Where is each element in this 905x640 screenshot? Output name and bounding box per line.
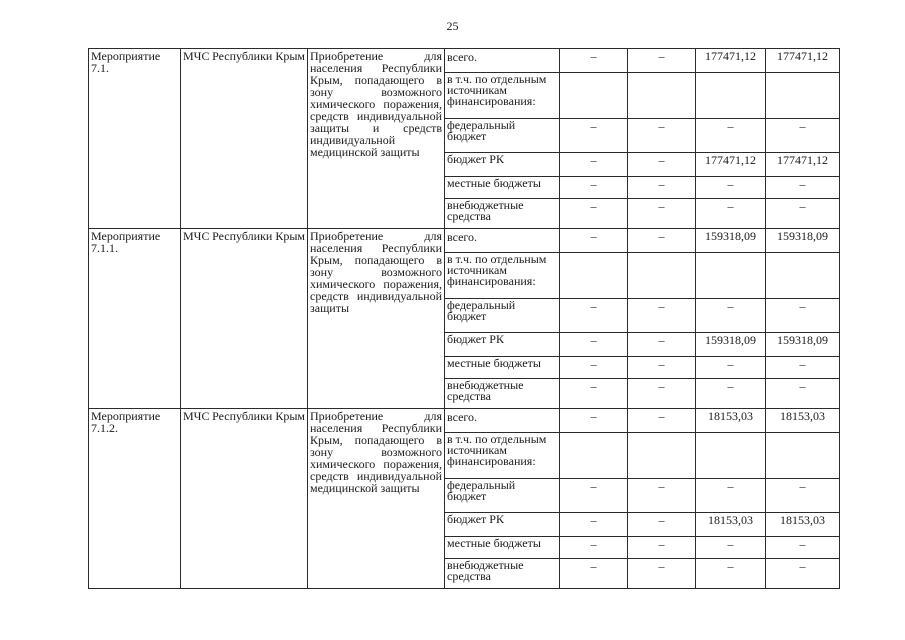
funding-source: внебюджетные средства: [445, 559, 560, 589]
amount-cell: –: [766, 357, 840, 379]
amount-cell: –: [696, 559, 766, 589]
amount-cell: –: [560, 513, 628, 537]
measure-description: Приобретение для населения Республики Крым, попадающего в зону возможного химического поражения, средств индивидуальной медицинской защиты: [308, 409, 445, 589]
executor-cell: [181, 229, 308, 409]
amount-cell: 177471,12: [696, 153, 766, 177]
amount-cell: 159318,09: [696, 229, 766, 253]
amount-cell: [696, 253, 766, 299]
amount-cell: 177471,12: [696, 49, 766, 73]
amount-cell: 159318,09: [696, 333, 766, 357]
funding-source: в т.ч. по отдельным источникам финансирования:: [445, 253, 560, 299]
amount-cell: –: [766, 299, 840, 333]
amount-cell: [560, 253, 628, 299]
amount-cell: –: [628, 153, 696, 177]
amount-cell: –: [560, 199, 628, 229]
amount-cell: [628, 433, 696, 479]
executor-org: МЧС: [183, 229, 210, 243]
amount-cell: –: [628, 299, 696, 333]
amount-cell: [560, 433, 628, 479]
amount-cell: –: [628, 379, 696, 409]
amount-cell: –: [628, 229, 696, 253]
amount-cell: –: [696, 379, 766, 409]
amount-cell: –: [560, 537, 628, 559]
amount-cell: [628, 73, 696, 119]
measure-description: Приобретение для населения Республики Крым, попадающего в зону возможного химического поражения, средств индивидуальной защиты: [308, 229, 445, 409]
amount-cell: –: [766, 479, 840, 513]
amount-cell: [766, 433, 840, 479]
funding-source: местные бюджеты: [445, 537, 560, 559]
executor-region: Республики Крым: [212, 229, 305, 243]
executor-cell: [181, 49, 308, 229]
amount-cell: –: [560, 299, 628, 333]
amount-cell: [766, 253, 840, 299]
amount-cell: –: [560, 153, 628, 177]
amount-cell: –: [628, 49, 696, 73]
amount-cell: [560, 73, 628, 119]
funding-source: местные бюджеты: [445, 177, 560, 199]
executor-region: Республики Крым: [212, 409, 305, 423]
measure-name: Мероприятие 7.1.2.: [89, 409, 181, 589]
amount-cell: [766, 73, 840, 119]
funding-source: всего.: [445, 229, 560, 253]
amount-cell: –: [766, 559, 840, 589]
amount-cell: –: [628, 559, 696, 589]
table-row: [89, 229, 840, 253]
funding-source: федеральный бюджет: [445, 299, 560, 333]
amount-cell: 177471,12: [766, 49, 840, 73]
amount-cell: –: [766, 199, 840, 229]
amount-cell: –: [628, 333, 696, 357]
amount-cell: –: [696, 177, 766, 199]
funding-source: внебюджетные средства: [445, 199, 560, 229]
funding-source: всего.: [445, 49, 560, 73]
amount-cell: –: [766, 177, 840, 199]
amount-cell: 18153,03: [696, 513, 766, 537]
amount-cell: –: [628, 479, 696, 513]
amount-cell: 159318,09: [766, 229, 840, 253]
amount-cell: 177471,12: [766, 153, 840, 177]
amount-cell: –: [628, 409, 696, 433]
measure-name: Мероприятие 7.1.1.: [89, 229, 181, 409]
funding-source: местные бюджеты: [445, 357, 560, 379]
amount-cell: –: [628, 357, 696, 379]
page-number: 25: [446, 19, 459, 33]
measure-description: Приобретение для населения Республики Крым, попадающего в зону возможного химического поражения, средств индивидуальной защиты и средств индивидуальной медицинской защиты: [308, 49, 445, 229]
amount-cell: –: [628, 119, 696, 153]
table-row: [89, 49, 840, 73]
amount-cell: –: [766, 537, 840, 559]
amount-cell: –: [560, 49, 628, 73]
measure-name: Мероприятие 7.1.: [89, 49, 181, 229]
executor-cell: [181, 409, 308, 589]
amount-cell: –: [560, 409, 628, 433]
amount-cell: 159318,09: [766, 333, 840, 357]
amount-cell: –: [560, 177, 628, 199]
amount-cell: –: [628, 537, 696, 559]
table-row: [89, 409, 840, 433]
amount-cell: –: [560, 119, 628, 153]
amount-cell: –: [560, 379, 628, 409]
amount-cell: –: [560, 333, 628, 357]
funding-source: в т.ч. по отдельным источникам финансирования:: [445, 433, 560, 479]
amount-cell: –: [696, 479, 766, 513]
amount-cell: –: [628, 199, 696, 229]
amount-cell: [696, 433, 766, 479]
amount-cell: –: [696, 199, 766, 229]
amount-cell: –: [696, 119, 766, 153]
funding-source: федеральный бюджет: [445, 119, 560, 153]
funding-source: внебюджетные средства: [445, 379, 560, 409]
amount-cell: –: [628, 177, 696, 199]
funding-source: бюджет РК: [445, 333, 560, 357]
amount-cell: –: [560, 559, 628, 589]
funding-source: всего.: [445, 409, 560, 433]
amount-cell: –: [766, 379, 840, 409]
amount-cell: [696, 73, 766, 119]
amount-cell: –: [560, 357, 628, 379]
amount-cell: –: [628, 513, 696, 537]
amount-cell: –: [560, 229, 628, 253]
funding-source: бюджет РК: [445, 513, 560, 537]
executor-org: МЧС: [183, 409, 210, 423]
funding-source: в т.ч. по отдельным источникам финансирования:: [445, 73, 560, 119]
amount-cell: –: [560, 479, 628, 513]
financing-table: [88, 48, 840, 589]
amount-cell: [628, 253, 696, 299]
amount-cell: –: [696, 299, 766, 333]
amount-cell: 18153,03: [766, 513, 840, 537]
amount-cell: –: [766, 119, 840, 153]
amount-cell: 18153,03: [696, 409, 766, 433]
funding-source: федеральный бюджет: [445, 479, 560, 513]
amount-cell: 18153,03: [766, 409, 840, 433]
executor-region: Республики Крым: [212, 49, 305, 63]
amount-cell: –: [696, 357, 766, 379]
funding-source: бюджет РК: [445, 153, 560, 177]
executor-org: МЧС: [183, 49, 210, 63]
amount-cell: –: [696, 537, 766, 559]
